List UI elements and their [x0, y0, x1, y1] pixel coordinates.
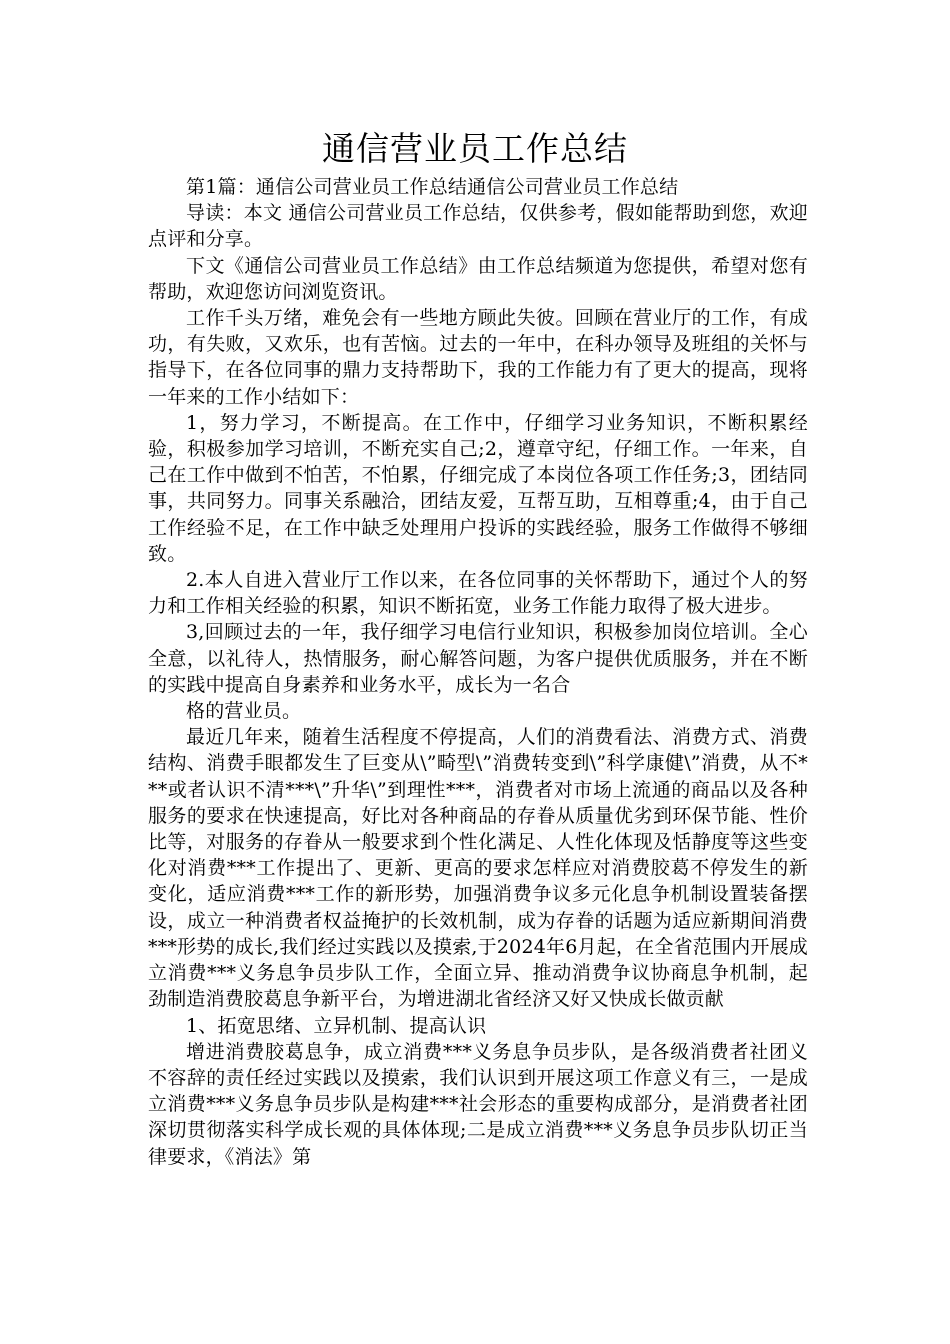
section-heading: 第1篇：通信公司营业员工作总结通信公司营业员工作总结	[186, 176, 679, 198]
list-heading: 1、拓宽思绪、立异机制、提高认识	[186, 1014, 487, 1037]
paragraph: 2.本人自进入营业厅工作以来，在各位同事的关怀帮助下，通过个人的努力和工作相关经验的积累，知识不断拓宽，业务工作能力取得了极大进步。	[148, 569, 808, 618]
paragraph: 3,回顾过去的一年，我仔细学习电信行业知识，积极参加岗位培训。全心全意，以礼待人，热情服务，耐心解答问题，为客户提供优质服务，并在不断的实践中提高自身素养和业务水平，成长为一名合	[148, 621, 808, 696]
document-title: 通信营业员工作总结	[322, 129, 628, 168]
paragraph: 1，努力学习，不断提高。在工作中，仔细学习业务知识，不断积累经验，积极参加学习培训，不断充实自己;2，遵章守纪，仔细工作。一年来，自己在工作中做到不怕苦，不怕累，仔细完成了本岗位各项工作任务;3，团结同事，共同努力。同事关系融洽，团结友爱，互帮互助，互相尊重;4，由于自己工作经验不足，在工作中缺乏处理用户投诉的实践经验，服务工作做得不够细致。	[148, 411, 808, 565]
paragraph: 下文《通信公司营业员工作总结》由工作总结频道为您提供，希望对您有帮助，欢迎您访问浏览资讯。	[148, 254, 808, 303]
paragraph: 最近几年来，随着生活程度不停提高，人们的消费看法、消费方式、消费结构、消费手眼都发生了巨变从\”畸型\”消费转变到\”科学康健\”消费，从不***或者认识不清***\”升华\”到理性***，消费者对市场上流通的商品以及各种服务的要求在快速提高，好比对各种商品的存眷从质量优劣到环保节能、性价比等，对服务的存眷从一般要求到个性化满足、人性化体现及恬静度等这些变化对消费***工作提出了、更新、更高的要求怎样应对消费胶葛不停发生的新变化，适应消费***工作的新形势，加强消费争议多元化息争机制设置装备摆设，成立一种消费者权益掩护的长效机制，成为存眷的话题为适应新期间消费***形势的成长,我们经过实践以及摸索,于2024年6月起，在全省范围内开展成立消费***义务息争员步队工作，全面立异、推动消费争议协商息争机制，起劲制造消费胶葛息争新平台，为增进湖北省经济又好又快成长做贡献	[148, 726, 808, 1011]
paragraph: 增进消费胶葛息争，成立消费***义务息争员步队，是各级消费者社团义不容辞的责任经过实践以及摸索，我们认识到开展这项工作意义有三，一是成立消费***义务息争员步队是构建***社会形态的重要构成部分，是消费者社团深切贯彻落实科学成长观的具体体现;二是成立消费***义务息争员步队切正当律要求，《消法》第	[148, 1040, 808, 1168]
paragraph: 格的营业员。	[186, 700, 302, 723]
document-body	[148, 174, 808, 1170]
paragraph: 工作千头万绪，难免会有一些地方顾此失彼。回顾在营业厅的工作，有成功，有失败，又欢乐，也有苦恼。过去的一年中，在科办领导及班组的关怀与指导下，在各位同事的鼎力支持帮助下，我的工作能力有了更大的提高，现将一年来的工作小结如下：	[148, 307, 808, 408]
paragraph: 导读：本文 通信公司营业员工作总结，仅供参考，假如能帮助到您，欢迎点评和分享。	[148, 202, 808, 251]
